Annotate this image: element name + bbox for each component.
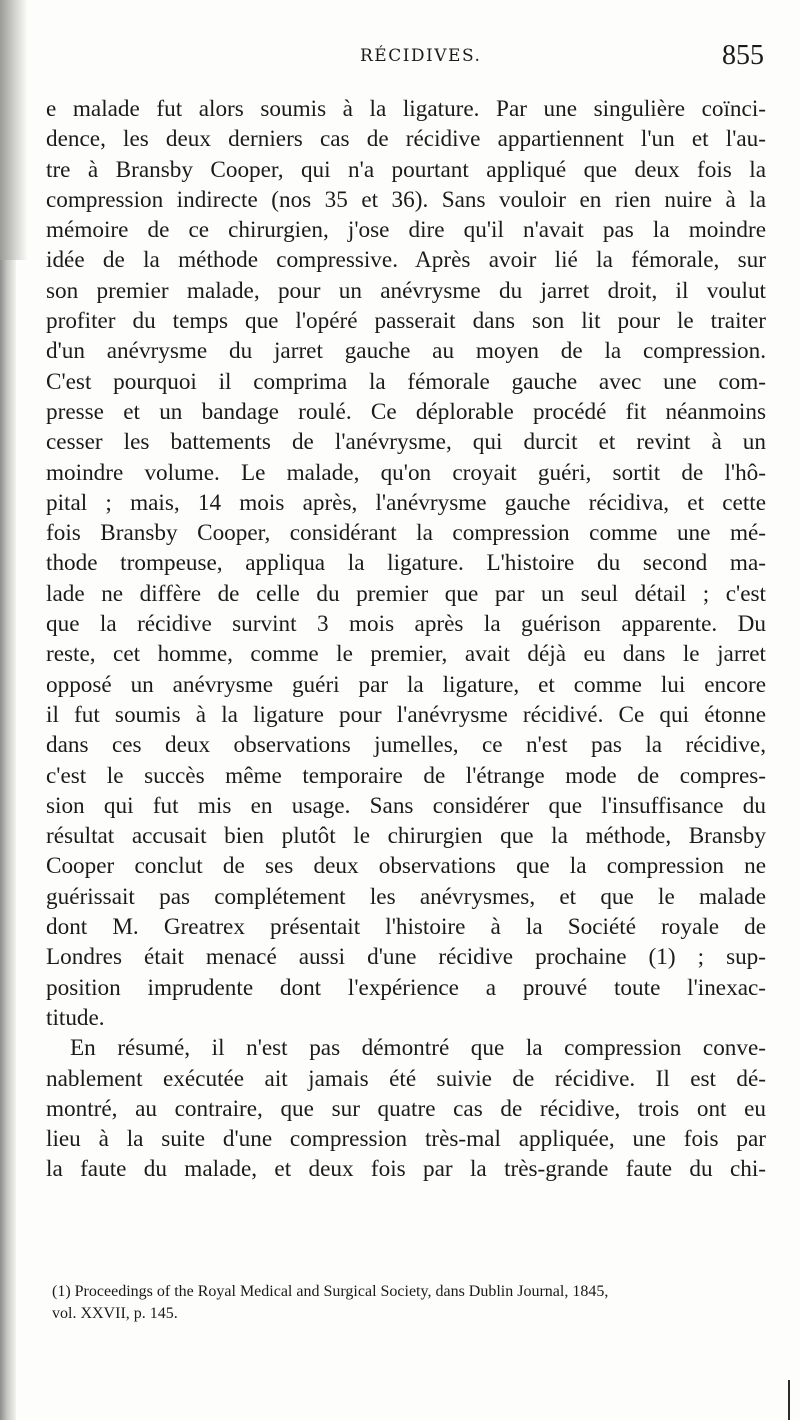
text-line: d'un anévrysme du jarret gauche au moyen de la compression. — [46, 338, 766, 365]
text-line: guérissait pas complétement les anévrysmes, et que le malade — [46, 883, 766, 910]
text-line: sion qui fut mis en usage. Sans considérer que l'insuffisance du — [46, 792, 766, 819]
text-line: titude. — [46, 1004, 105, 1031]
text-line: montré, au contraire, que sur quatre cas de récidive, trois ont eu — [46, 1095, 766, 1122]
page-edge-mark — [788, 1380, 790, 1420]
text-line: résultat accusait bien plutôt le chirurgien que la méthode, Bransby — [46, 823, 766, 850]
page-number: 855 — [722, 40, 764, 71]
text-line: moindre volume. Le malade, qu'on croyait guéri, sortit de l'hô- — [46, 459, 766, 486]
running-head: RÉCIDIVES. — [360, 46, 482, 66]
text-line: que la récidive survint 3 mois après la guérison apparente. Du — [46, 611, 766, 638]
text-line: dans ces deux observations jumelles, ce n'est pas la récidive, — [46, 732, 766, 759]
text-line: il fut soumis à la ligature pour l'anévrysme récidivé. Ce qui étonne — [46, 701, 766, 728]
text-line: reste, cet homme, comme le premier, avait déjà eu dans le jarret — [46, 641, 766, 668]
text-line: pital ; mais, 14 mois après, l'anévrysme gauche récidiva, et cette — [46, 489, 766, 516]
text-line: son premier malade, pour un anévrysme du jarret droit, il voulut — [46, 277, 766, 304]
text-line: la faute du malade, et deux fois par la très-grande faute du chi- — [46, 1156, 766, 1183]
text-line: presse et un bandage roulé. Ce déplorable procédé fit néanmoins — [46, 398, 766, 425]
text-line: En résumé, il n'est pas démontré que la compression conve- — [70, 1035, 766, 1062]
text-line: lade ne diffère de celle du premier que par un seul détail ; c'est — [46, 580, 766, 607]
text-line: dence, les deux derniers cas de récidive appartiennent l'un et l'au- — [46, 126, 766, 153]
text-line: profiter du temps que l'opéré passerait dans son lit pour le traiter — [46, 308, 766, 335]
page-header — [40, 40, 780, 76]
text-line: position imprudente dont l'expérience a prouvé toute l'inexac- — [46, 974, 766, 1001]
text-line: thode trompeuse, appliqua la ligature. L'histoire du second ma- — [46, 550, 766, 577]
text-line: compression indirecte (nos 35 et 36). Sans vouloir en rien nuire à la — [46, 186, 766, 213]
text-line: Londres était menacé aussi d'une récidive prochaine (1) ; sup- — [46, 944, 766, 971]
text-line: mémoire de ce chirurgien, j'ose dire qu'il n'avait pas la moindre — [46, 217, 766, 244]
text-line: tre à Bransby Cooper, qui n'a pourtant appliqué que deux fois la — [46, 156, 766, 183]
text-line: fois Bransby Cooper, considérant la compression comme une mé- — [46, 520, 766, 547]
footnote-line: vol. XXVII, p. 145. — [52, 1305, 178, 1322]
text-line: lieu à la suite d'une compression très-mal appliquée, une fois par — [46, 1126, 766, 1153]
text-line: dont M. Greatrex présentait l'histoire à la Société royale de — [46, 914, 766, 941]
text-line: C'est pourquoi il comprima la fémorale gauche avec une com- — [46, 368, 766, 395]
text-line: opposé un anévrysme guéri par la ligature, et comme lui encore — [46, 671, 766, 698]
body-text — [46, 94, 766, 1185]
gutter-shadow-top — [0, 0, 28, 260]
text-line: c'est le succès même temporaire de l'étrange mode de compres- — [46, 762, 766, 789]
footnote-line: (1) Proceedings of the Royal Medical and Surgical Society, dans Dublin Journal, 1845, — [52, 1283, 609, 1300]
text-line: e malade fut alors soumis à la ligature. Par une singulière coïnci- — [46, 96, 766, 122]
text-line: idée de la méthode compressive. Après avoir lié la fémorale, sur — [46, 247, 766, 274]
text-line: Cooper conclut de ses deux observations que la compression ne — [46, 853, 766, 880]
text-line: nablement exécutée ait jamais été suivie de récidive. Il est dé- — [46, 1065, 766, 1092]
footnote — [52, 1281, 766, 1325]
text-line: cesser les battements de l'anévrysme, qui durcit et revint à un — [46, 429, 766, 456]
